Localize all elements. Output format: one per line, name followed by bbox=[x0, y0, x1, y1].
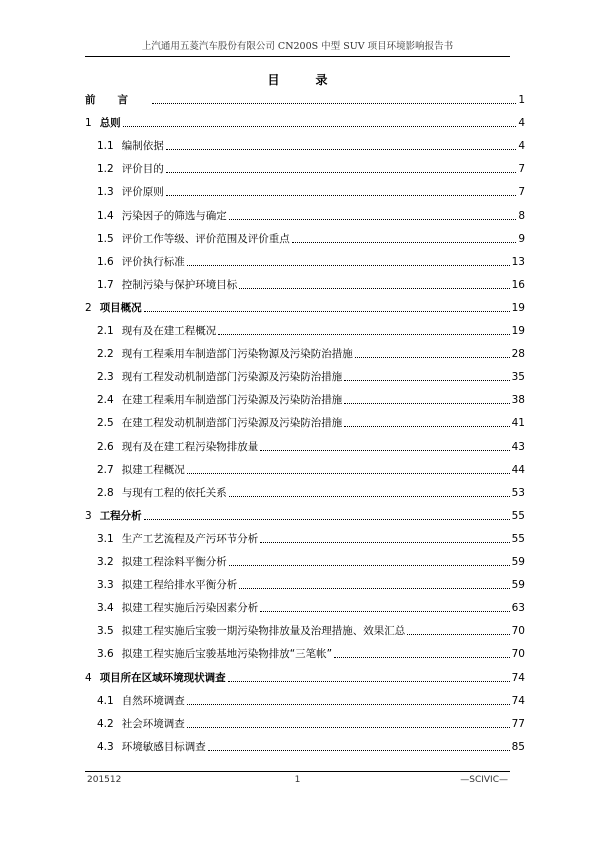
toc-entry-number: 3.6 bbox=[97, 648, 114, 661]
toc-entry-number: 2.5 bbox=[97, 417, 114, 430]
toc-dot-leader bbox=[187, 472, 510, 474]
toc-entry-number: 1.7 bbox=[97, 278, 114, 291]
toc-entry-page: 7 bbox=[518, 186, 525, 199]
toc-entry-title: 现有工程乘用车制造部门污染物源及污染防治措施 bbox=[121, 348, 353, 361]
toc-entry-number: 2.4 bbox=[97, 394, 114, 407]
toc-entry-page: 43 bbox=[511, 440, 525, 453]
toc-entry-title: 拟建工程实施后宝骏基地污染物排放“三笔帐” bbox=[121, 648, 333, 661]
toc-entry[interactable] bbox=[97, 370, 525, 384]
toc-entry-page: 19 bbox=[511, 325, 525, 337]
toc-entry-title: 项目所在区域环境现状调查 bbox=[99, 671, 226, 684]
page-header bbox=[85, 38, 510, 57]
toc-entry[interactable] bbox=[97, 278, 525, 292]
toc-entry[interactable] bbox=[97, 185, 525, 199]
toc-entry-page: 38 bbox=[511, 394, 525, 407]
toc-dot-leader bbox=[144, 310, 510, 312]
toc-dot-leader bbox=[144, 518, 510, 520]
toc-entry-title: 污染因子的筛选与确定 bbox=[121, 209, 227, 222]
toc-entry-number: 2 bbox=[85, 301, 92, 314]
toc-entry-title: 环境敏感目标调查 bbox=[121, 740, 206, 753]
toc-entry-number: 3 bbox=[85, 509, 92, 522]
toc-dot-leader bbox=[239, 287, 509, 289]
toc-entry-number: 4.2 bbox=[97, 717, 114, 730]
toc-dot-leader bbox=[260, 541, 509, 543]
toc-entry-page: 8 bbox=[518, 209, 525, 222]
footer-page-number: 1 bbox=[294, 775, 301, 785]
toc-entry[interactable] bbox=[97, 463, 525, 477]
toc-entry-title: 现有工程发动机制造部门污染源及污染防治措施 bbox=[121, 371, 343, 384]
toc-entry-number: 2.2 bbox=[97, 348, 114, 361]
footer-org: —SCIVIC— bbox=[460, 775, 508, 785]
toc-entry-title: 自然环境调查 bbox=[121, 694, 185, 707]
toc-entry[interactable] bbox=[97, 740, 525, 754]
toc-entry-number: 4.1 bbox=[97, 694, 114, 707]
toc-entry-number: 1 bbox=[85, 117, 92, 130]
toc-entry-page: 4 bbox=[518, 140, 525, 153]
toc-dot-leader bbox=[218, 333, 509, 335]
toc-entry[interactable] bbox=[97, 601, 525, 615]
toc-entry[interactable] bbox=[97, 393, 525, 407]
toc-entry[interactable] bbox=[85, 509, 525, 523]
toc-entry[interactable] bbox=[97, 209, 525, 223]
toc-entry-number: 1.6 bbox=[97, 255, 114, 268]
toc-entry[interactable] bbox=[97, 717, 525, 731]
toc-entry-title: 拟建工程实施后污染因素分析 bbox=[121, 602, 259, 615]
toc-entry[interactable] bbox=[97, 486, 525, 500]
toc-dot-leader bbox=[166, 194, 517, 196]
toc-entry-number: 3.3 bbox=[97, 579, 114, 592]
toc-entry-title: 评价原则 bbox=[121, 186, 164, 199]
toc-entry-page: 77 bbox=[511, 717, 525, 730]
toc-entry-number: 2.8 bbox=[97, 486, 114, 499]
toc-dot-leader bbox=[208, 749, 510, 751]
toc-dot-leader bbox=[239, 587, 509, 589]
toc-entry[interactable] bbox=[85, 301, 525, 315]
toc-entry-title: 与现有工程的依托关系 bbox=[121, 486, 227, 499]
toc-dot-leader bbox=[407, 633, 509, 635]
toc-entry-title: 评价目的 bbox=[121, 163, 164, 176]
toc-entry-title: 项目概况 bbox=[99, 301, 142, 314]
toc-entry[interactable] bbox=[97, 162, 525, 176]
toc-entry-page: 9 bbox=[518, 232, 525, 245]
toc-entry-title: 总则 bbox=[99, 117, 121, 130]
toc-entry-number: 4.3 bbox=[97, 740, 114, 753]
toc-dot-leader bbox=[228, 680, 510, 682]
toc-entry-title: 工程分析 bbox=[99, 509, 142, 522]
toc-entry-page: 16 bbox=[511, 278, 525, 291]
toc-dot-leader bbox=[229, 564, 510, 566]
toc-entry-number: 1.3 bbox=[97, 186, 114, 199]
toc-entry[interactable] bbox=[97, 232, 525, 246]
toc-entry-page: 44 bbox=[511, 463, 525, 476]
toc-entry[interactable] bbox=[85, 116, 525, 130]
toc-dot-leader bbox=[260, 610, 509, 612]
toc-entry[interactable] bbox=[97, 624, 525, 638]
toc-entry-number: 3.4 bbox=[97, 602, 114, 615]
toc-dot-leader bbox=[187, 703, 510, 705]
toc-entry[interactable] bbox=[85, 93, 525, 107]
toc-entry-page: 41 bbox=[511, 417, 525, 430]
toc-dot-leader bbox=[344, 402, 509, 404]
toc-dot-leader bbox=[123, 125, 517, 127]
toc-entry-page: 70 bbox=[511, 625, 525, 638]
toc-entry-page: 74 bbox=[511, 694, 525, 707]
toc-entry[interactable] bbox=[97, 416, 525, 430]
toc-entry-title: 生产工艺流程及产污环节分析 bbox=[121, 532, 259, 545]
toc-entry[interactable] bbox=[97, 578, 525, 592]
toc-entry-page: 35 bbox=[511, 371, 525, 384]
toc-entry-title: 现有及在建工程污染物排放量 bbox=[121, 440, 259, 453]
toc-entry-number: 3.2 bbox=[97, 556, 114, 568]
toc-dot-leader bbox=[187, 726, 510, 728]
toc-entry[interactable] bbox=[85, 671, 525, 685]
toc-entry-title: 拟建工程涂料平衡分析 bbox=[121, 556, 227, 568]
toc-entry-page: 85 bbox=[511, 740, 525, 753]
toc-title: 目录 bbox=[267, 73, 364, 87]
toc-entry-title: 评价执行标准 bbox=[121, 255, 185, 268]
toc-entry-title: 编制依据 bbox=[121, 140, 164, 153]
toc-dot-leader bbox=[344, 425, 509, 427]
toc-entry-page: 19 bbox=[511, 301, 525, 314]
toc-entry[interactable] bbox=[97, 347, 525, 361]
toc-entry[interactable] bbox=[97, 647, 525, 661]
toc-entry-title: 前言 bbox=[85, 94, 150, 106]
toc-entry[interactable] bbox=[97, 694, 525, 708]
toc-entry[interactable] bbox=[97, 555, 525, 569]
toc-dot-leader bbox=[355, 356, 510, 358]
toc-entry-page: 28 bbox=[511, 348, 525, 361]
toc-entry-number: 1.1 bbox=[97, 140, 114, 153]
toc-entry[interactable] bbox=[97, 255, 525, 269]
toc-entry-title: 在建工程发动机制造部门污染源及污染防治措施 bbox=[121, 417, 343, 430]
toc-entry-title: 社会环境调查 bbox=[121, 717, 185, 730]
toc-entry-page: 53 bbox=[511, 486, 525, 499]
toc-dot-leader bbox=[166, 171, 517, 173]
toc-entry-page: 55 bbox=[511, 532, 525, 545]
toc-entry-page: 55 bbox=[511, 509, 525, 522]
toc-dot-leader bbox=[229, 218, 517, 220]
toc-entry[interactable] bbox=[97, 324, 525, 338]
toc-entry-number: 3.1 bbox=[97, 532, 114, 545]
toc-dot-leader bbox=[344, 379, 509, 381]
toc-entry-number: 4 bbox=[85, 671, 92, 684]
toc-entry-title: 拟建工程实施后宝骏一期污染物排放量及治理措施、效果汇总 bbox=[121, 625, 406, 638]
toc-entry-title: 评价工作等级、评价范围及评价重点 bbox=[121, 232, 290, 245]
toc-dot-leader bbox=[292, 241, 517, 243]
toc-entry-page: 59 bbox=[511, 579, 525, 592]
toc-entry-title: 现有及在建工程概况 bbox=[121, 325, 217, 337]
toc-entry[interactable] bbox=[97, 532, 525, 546]
toc-entry-title: 控制污染与保护环境目标 bbox=[121, 278, 238, 291]
toc-dot-leader bbox=[187, 264, 510, 266]
toc-entry-page: 4 bbox=[518, 117, 525, 130]
toc-entry-number: 2.6 bbox=[97, 440, 114, 453]
footer-date: 201512 bbox=[87, 775, 122, 785]
toc-dot-leader bbox=[152, 102, 516, 104]
toc-entry-page: 7 bbox=[518, 163, 525, 176]
toc-entry-number: 2.3 bbox=[97, 371, 114, 384]
page-footer bbox=[85, 771, 510, 786]
toc-entry-number: 1.2 bbox=[97, 163, 114, 176]
toc-entry[interactable] bbox=[97, 440, 525, 454]
toc-entry-page: 70 bbox=[511, 648, 525, 661]
toc-entry-page: 74 bbox=[511, 671, 525, 684]
toc-entry-number: 1.4 bbox=[97, 209, 114, 222]
toc-entry-title: 拟建工程概况 bbox=[121, 463, 185, 476]
toc-entry-page: 13 bbox=[511, 255, 525, 268]
toc-entry-page: 59 bbox=[511, 556, 525, 568]
toc-entry-number: 1.5 bbox=[97, 232, 114, 245]
toc-dot-leader bbox=[229, 495, 510, 497]
toc-entry-number: 2.1 bbox=[97, 325, 114, 337]
toc-dot-leader bbox=[260, 449, 509, 451]
toc-entry-number: 3.5 bbox=[97, 625, 114, 638]
header-text: 上汽通用五菱汽车股份有限公司 CN200S 中型 SUV 项目环境影响报告书 bbox=[141, 41, 454, 52]
toc-dot-leader bbox=[334, 656, 510, 658]
toc-entry[interactable] bbox=[97, 139, 525, 153]
toc-entry-title: 拟建工程给排水平衡分析 bbox=[121, 579, 238, 592]
toc-entry-title: 在建工程乘用车制造部门污染源及污染防治措施 bbox=[121, 394, 343, 407]
toc-dot-leader bbox=[166, 148, 517, 150]
toc-entry-number: 2.7 bbox=[97, 463, 114, 476]
toc-entry-page: 63 bbox=[511, 602, 525, 615]
toc-entry-page: 1 bbox=[518, 94, 525, 106]
